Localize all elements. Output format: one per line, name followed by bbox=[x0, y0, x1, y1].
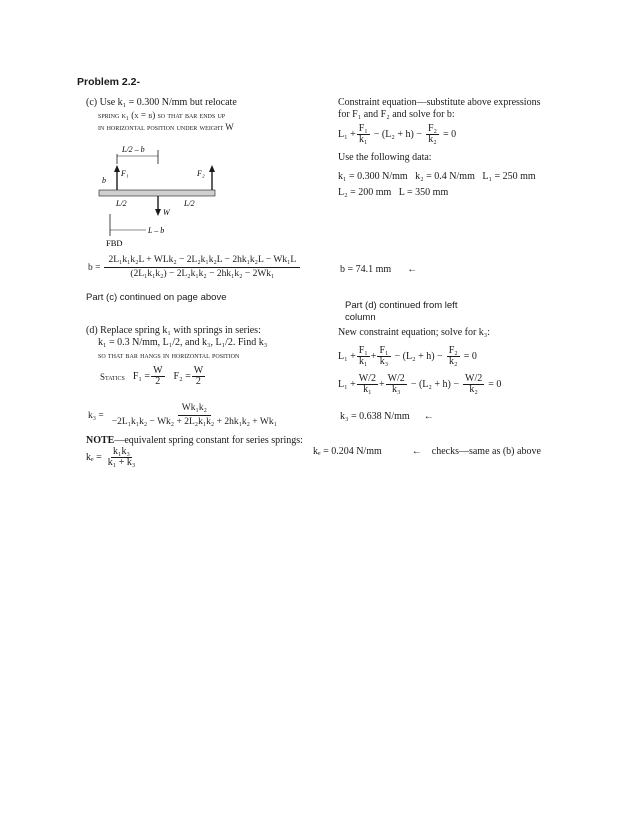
result-k3-row bbox=[340, 411, 434, 423]
eq-k1: k₁ bbox=[359, 134, 368, 145]
eq2-w2-over-k1 bbox=[357, 374, 378, 395]
eq1-mid: − (L₂ + h) − bbox=[394, 350, 443, 362]
b-fraction bbox=[104, 255, 300, 280]
eq2-end: = 0 bbox=[488, 378, 502, 390]
new-constraint-eq1 bbox=[338, 346, 477, 367]
part-d-continued-line1: Part (d) continued from left bbox=[345, 300, 458, 311]
part-c-heading: (c) Use k₁ = 0.300 N/mm but relocate bbox=[86, 97, 237, 108]
eq-mid: − (L₂ + h) − bbox=[373, 128, 422, 140]
note-bold: NOTE bbox=[86, 435, 115, 446]
force-f2-arrowhead bbox=[209, 165, 215, 172]
eq1-k1: k₁ bbox=[359, 356, 368, 367]
result-ke-checks: checks—same as (b) above bbox=[431, 446, 541, 457]
constraint-line2: for F₁ and F₂ and solve for b: bbox=[338, 109, 455, 120]
label-bottom: L – b bbox=[148, 226, 165, 235]
result-k3-arrow: ← bbox=[423, 411, 434, 422]
part-c-line3: in horizontal position under weight W bbox=[98, 122, 234, 132]
label-left-half: L/2 bbox=[116, 199, 127, 208]
statics-f2: F₂ = bbox=[173, 370, 191, 382]
part-d-heading: (d) Replace spring k₁ with springs in series: bbox=[86, 325, 261, 336]
result-ke-arrow: ← bbox=[411, 446, 422, 457]
eq-f2: F₂ bbox=[427, 123, 438, 134]
data-line2: L₂ = 200 mm L = 350 mm bbox=[338, 187, 449, 198]
eq2-w2-b: W/2 bbox=[387, 373, 405, 384]
part-d-line3: so that bar hangs in horizontal position bbox=[98, 350, 240, 360]
k3-lhs: k₃ = bbox=[88, 410, 104, 421]
constraint-text bbox=[338, 97, 578, 121]
result-b-row bbox=[340, 264, 417, 276]
ke-numerator: k₁k₃ bbox=[113, 446, 130, 457]
eq-end: = 0 bbox=[443, 128, 457, 140]
fbd-caption: FBD bbox=[106, 238, 123, 248]
eq1-plus: + bbox=[370, 350, 377, 362]
new-constraint-eq2 bbox=[338, 374, 501, 395]
eq2-w2-over-k3 bbox=[386, 374, 407, 395]
eq1-k3: k₃ bbox=[379, 356, 389, 367]
eq1-f1-a: F₁ bbox=[358, 345, 368, 356]
eq1-f1-over-k3 bbox=[377, 346, 390, 367]
label-right-half: L/2 bbox=[184, 199, 195, 208]
k3-formula bbox=[88, 403, 281, 428]
note-rest: —equivalent spring constant for series springs: bbox=[114, 435, 303, 446]
statics-row bbox=[100, 366, 206, 387]
part-c-statement bbox=[86, 97, 326, 133]
b-numerator: 2L₁k₁k₂L + WLk₂ − 2L₂k₁k₂L − 2hk₁k₂L − Wk₁L bbox=[104, 255, 300, 268]
b-lhs: b = bbox=[88, 262, 101, 273]
eq2-k2: k₂ bbox=[469, 384, 478, 395]
k3-numerator: Wk₁k₂ bbox=[178, 403, 211, 416]
ke-denominator: k₁ + k₃ bbox=[107, 457, 136, 468]
eq2-w2-over-k2 bbox=[463, 374, 484, 395]
eq-k2: k₂ bbox=[428, 134, 437, 145]
result-ke: kₑ = 0.204 N/mm bbox=[313, 446, 382, 457]
new-constraint-label: New constraint equation; solve for k₃: bbox=[338, 327, 491, 338]
eq-f1: F₁ bbox=[358, 123, 368, 134]
eq2-w2-c: W/2 bbox=[465, 373, 483, 384]
label-b: b bbox=[102, 176, 106, 185]
free-body-diagram bbox=[96, 138, 236, 248]
ke-lhs: kₑ = bbox=[86, 451, 102, 463]
result-b-arrow: ← bbox=[407, 264, 418, 275]
part-c-line2: spring k₁ (x = b) so that bar ends up bbox=[98, 110, 226, 120]
part-d-continued-line2: column bbox=[345, 311, 376, 323]
k3-denominator: −2L₁k₁k₂ − Wk₂ + 2L₂k₁k₂ + 2hk₁k₂ + Wk₁ bbox=[111, 417, 277, 427]
ke-fraction bbox=[106, 447, 138, 468]
constraint-line1: Constraint equation—substitute above expressions bbox=[338, 97, 541, 108]
eq1-f1-b: F₁ bbox=[379, 345, 389, 356]
label-f2: F₂ bbox=[197, 169, 205, 178]
eq2-k1: k₁ bbox=[363, 384, 372, 395]
bar bbox=[99, 190, 215, 196]
result-k3: k₃ = 0.638 N/mm bbox=[340, 411, 410, 422]
statics-w-b: W bbox=[193, 365, 204, 376]
data-line1: k₁ = 0.300 N/mm k₂ = 0.4 N/mm L₁ = 250 mm bbox=[338, 171, 536, 182]
statics-w-over-2-b bbox=[192, 366, 205, 387]
result-b: b = 74.1 mm bbox=[340, 264, 392, 275]
eq2-k3: k₃ bbox=[391, 384, 401, 395]
force-f1-arrowhead bbox=[114, 165, 120, 172]
eq2-plus: + bbox=[378, 378, 385, 390]
statics-two-a: 2 bbox=[155, 376, 161, 387]
statics-w-over-2-a bbox=[151, 366, 164, 387]
eq2-l1: L₁ + bbox=[338, 378, 356, 390]
eq2-mid: − (L₂ + h) − bbox=[410, 378, 459, 390]
eq-f2-over-k2 bbox=[426, 124, 439, 145]
statics-two-b: 2 bbox=[195, 376, 201, 387]
part-d-statement bbox=[86, 325, 336, 361]
eq1-f1-over-k1 bbox=[357, 346, 370, 367]
eq1-k2: k₂ bbox=[448, 356, 458, 367]
label-f1: F₁ bbox=[121, 169, 129, 178]
eq-l1: L₁ + bbox=[338, 128, 356, 140]
eq-f1-over-k1 bbox=[357, 124, 370, 145]
statics-w-a: W bbox=[153, 365, 163, 376]
part-d-line2: k₁ = 0.3 N/mm, L₁/2, and k₃, L₁/2. Find k₃ bbox=[98, 337, 268, 348]
statics-f1: F₁ = bbox=[132, 370, 151, 382]
eq1-l1: L₁ + bbox=[338, 350, 356, 362]
weight-arrowhead bbox=[155, 209, 161, 216]
result-ke-row bbox=[313, 446, 541, 458]
ke-formula bbox=[86, 447, 138, 468]
eq1-f2: F₂ bbox=[448, 345, 458, 356]
page-title: Problem 2.2- bbox=[77, 76, 141, 88]
constraint-equation bbox=[338, 124, 456, 145]
part-c-continued-note: Part (c) continued on page above bbox=[86, 292, 227, 303]
statics-label: Statics bbox=[100, 371, 125, 382]
b-denominator: (2L₁k₁k₂) − 2L₂k₁k₂ − 2hk₁k₂ − 2Wk₁ bbox=[130, 269, 275, 279]
label-top: L/2 – b bbox=[122, 145, 145, 154]
label-w: W bbox=[163, 208, 170, 217]
eq2-w2-a: W/2 bbox=[358, 373, 376, 384]
eq1-f2-over-k2 bbox=[447, 346, 460, 367]
k3-fraction bbox=[108, 403, 281, 428]
part-d-continued-note bbox=[345, 300, 457, 323]
b-formula bbox=[88, 255, 300, 280]
eq1-end: = 0 bbox=[463, 350, 477, 362]
use-data-label: Use the following data: bbox=[338, 152, 432, 163]
